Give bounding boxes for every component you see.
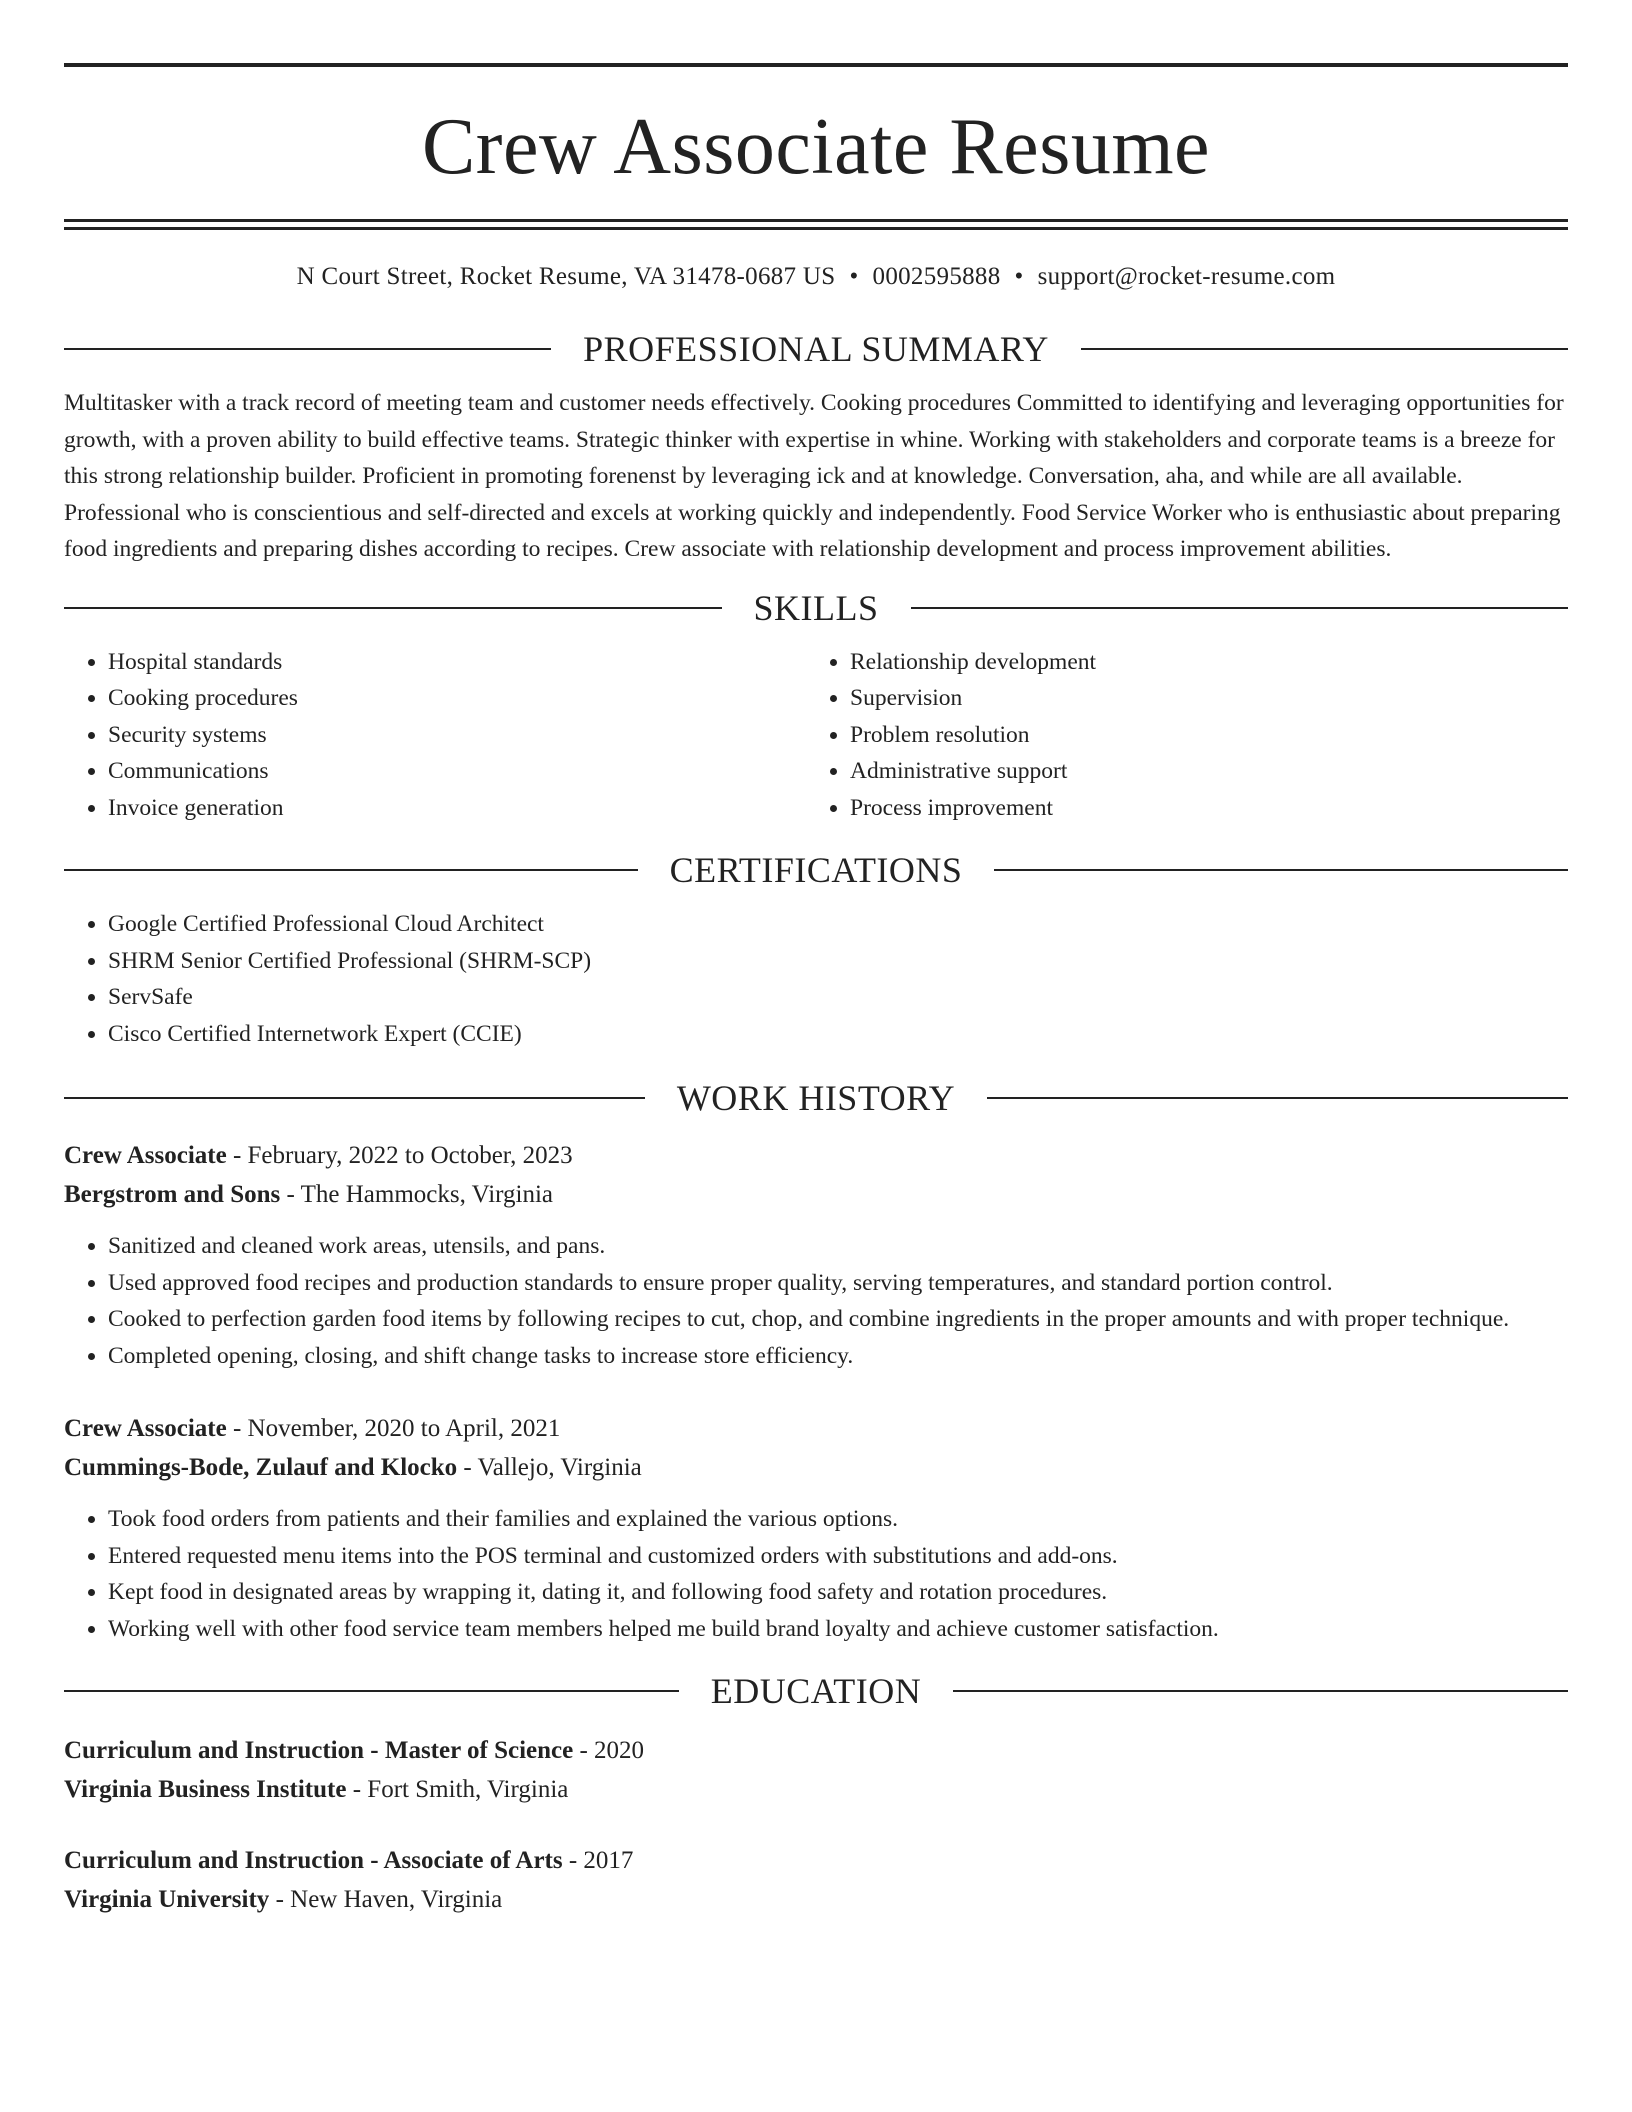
education-school-line [64, 1770, 1568, 1809]
contact-separator: • [1014, 263, 1024, 290]
job-location: - Vallejo, Virginia [457, 1454, 642, 1481]
top-rule [64, 63, 1568, 67]
education-year: - 2020 [573, 1737, 645, 1764]
skill-item: • Security systems [108, 717, 806, 754]
section-header-skills [64, 587, 1568, 628]
job-dates: - November, 2020 to April, 2021 [226, 1415, 561, 1442]
section-header-work-history [64, 1080, 1568, 1116]
section-title-education: EDUCATION [710, 1671, 922, 1711]
skill-item: • Communications [108, 753, 806, 790]
contact-separator: • [849, 263, 859, 290]
job-company-line [64, 1175, 1568, 1214]
job-company-line [64, 1448, 1568, 1487]
section-header-summary [64, 331, 1568, 367]
skill-item: • Problem resolution [850, 717, 1548, 754]
section-header-certifications [64, 852, 1568, 888]
section-title-certifications: CERTIFICATIONS [669, 850, 963, 890]
job-bullet: • Entered requested menu items into the POS terminal and customized orders with substitutions and add-ons. [108, 1538, 1568, 1575]
education-location: - New Haven, Virginia [269, 1886, 503, 1913]
divider-line [987, 1097, 1568, 1099]
education-school-line [64, 1880, 1568, 1919]
divider-line [64, 348, 551, 350]
job-bullet: • Used approved food recipes and production standards to ensure proper quality, serving temperatures, and standard portion control. [108, 1265, 1568, 1302]
certification-item: • Cisco Certified Internetwork Expert (CCIE) [108, 1016, 1568, 1053]
divider-line [64, 1690, 679, 1692]
section-title-work-history: WORK HISTORY [676, 1078, 956, 1118]
contact-line [64, 263, 1568, 291]
job-entry [64, 1409, 1568, 1647]
summary-text: Multitasker with a track record of meeting team and customer needs effectively. Cooking procedures Committed to identifying and leveraging opportunities for growth, with a proven ability to build effective teams. Strategic thinker with expertise in whine. Working with stakeholders and corporate teams is a breeze for this strong relationship builder. Proficient in promoting forenenst by leveraging ick and at knowledge. Conversation, aha, and while are all available. Professional who is conscientious and self-directed and excels at working quickly and independently. Food Service Worker who is enthusiastic about preparing food ingredients and preparing dishes according to recipes. Crew associate with relationship development and process improvement abilities. [64, 390, 1564, 562]
job-bullet: • Cooked to perfection garden food items by following recipes to cut, chop, and combine ingredients in the proper amounts and with proper technique. [108, 1301, 1568, 1338]
skills-column-left [64, 644, 806, 827]
job-company: Cummings-Bode, Zulauf and Klocko [64, 1454, 458, 1481]
job-company: Bergstrom and Sons [64, 1181, 281, 1208]
skill-item: • Administrative support [850, 753, 1548, 790]
job-bullets [64, 1501, 1568, 1647]
contact-email: support@rocket-resume.com [1037, 263, 1336, 290]
education-entry [64, 1841, 1568, 1919]
job-entry [64, 1136, 1568, 1374]
section-header-education [64, 1673, 1568, 1709]
education-entry [64, 1731, 1568, 1809]
education-school: Virginia Business Institute [64, 1776, 347, 1803]
skill-item: • Relationship development [850, 644, 1548, 681]
job-title-line [64, 1136, 1568, 1175]
divider-line [64, 607, 722, 609]
section-title-skills: SKILLS [753, 587, 879, 628]
certification-item: • ServSafe [108, 979, 1568, 1016]
divider-line [911, 607, 1569, 609]
job-dates: - February, 2022 to October, 2023 [226, 1142, 573, 1169]
certifications-list [64, 906, 1568, 1052]
job-bullet: • Kept food in designated areas by wrapping it, dating it, and following food safety and rotation procedures. [108, 1574, 1568, 1611]
divider-line [994, 869, 1568, 871]
skill-item: • Process improvement [850, 790, 1548, 827]
education-school: Virginia University [64, 1886, 270, 1913]
job-location: - The Hammocks, Virginia [280, 1181, 554, 1208]
job-bullets [64, 1228, 1568, 1374]
job-bullet: • Took food orders from patients and their families and explained the various options. [108, 1501, 1568, 1538]
skill-item: • Supervision [850, 680, 1548, 717]
skill-item: • Invoice generation [108, 790, 806, 827]
divider-line [1081, 348, 1568, 350]
divider-line [953, 1690, 1568, 1692]
job-bullet: • Working well with other food service team members helped me build brand loyalty and achieve customer satisfaction. [108, 1611, 1568, 1648]
education-year: - 2017 [562, 1847, 634, 1874]
education-degree-line [64, 1841, 1568, 1880]
job-title: Crew Associate [64, 1415, 227, 1442]
skills-list [64, 644, 1568, 827]
skill-item: • Cooking procedures [108, 680, 806, 717]
education-degree: Curriculum and Instruction - Master of Science [64, 1737, 574, 1764]
job-title: Crew Associate [64, 1142, 227, 1169]
divider-line [64, 869, 638, 871]
education-degree: Curriculum and Instruction - Associate of Arts [64, 1847, 563, 1874]
contact-address: N Court Street, Rocket Resume, VA 31478-0687 US [296, 263, 836, 290]
job-title-line [64, 1409, 1568, 1448]
education-location: - Fort Smith, Virginia [346, 1776, 569, 1803]
divider-line [64, 1097, 645, 1099]
skill-item: • Hospital standards [108, 644, 806, 681]
skills-column-right [806, 644, 1548, 827]
certification-item: • Google Certified Professional Cloud Architect [108, 906, 1568, 943]
job-bullet: • Completed opening, closing, and shift change tasks to increase store efficiency. [108, 1338, 1568, 1375]
education-degree-line [64, 1731, 1568, 1770]
page-title: Crew Associate Resume [421, 103, 1211, 191]
job-bullet: • Sanitized and cleaned work areas, utensils, and pans. [108, 1228, 1568, 1265]
section-title-summary: PROFESSIONAL SUMMARY [583, 329, 1049, 369]
title-double-rule [64, 219, 1568, 230]
certification-item: • SHRM Senior Certified Professional (SHRM-SCP) [108, 943, 1568, 980]
contact-phone: 0002595888 [872, 263, 1001, 290]
